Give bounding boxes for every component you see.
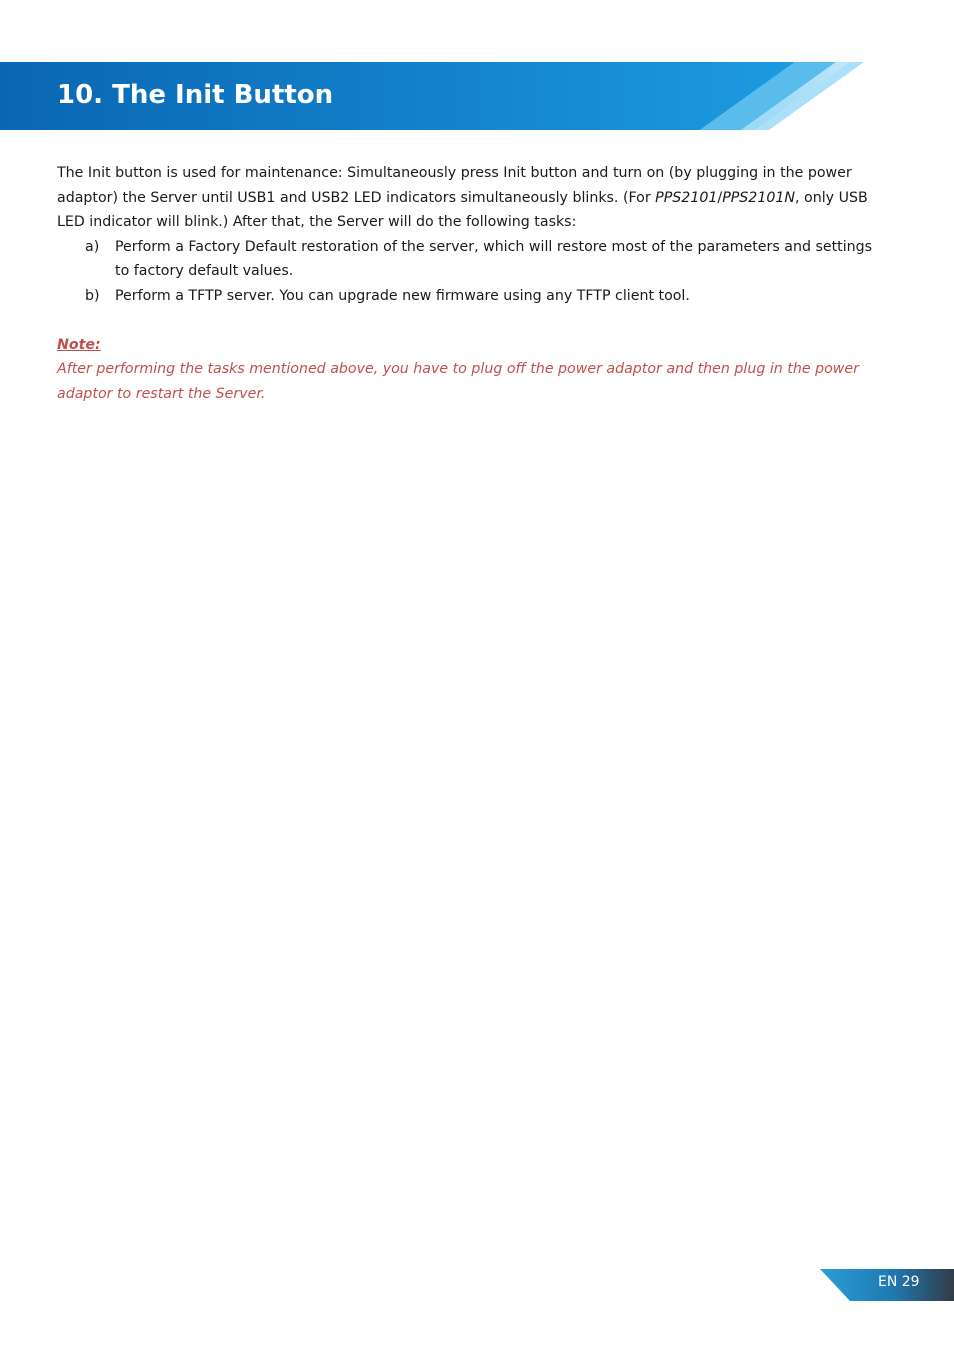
task-text: Perform a TFTP server. You can upgrade new firmware using any TFTP client tool. (115, 287, 690, 304)
page-title: 10. The Init Button (57, 80, 334, 110)
task-item-factory-default (57, 235, 897, 284)
task-list (57, 235, 897, 309)
page-number: EN 29 (878, 1274, 920, 1290)
note-title: Note: (57, 336, 101, 353)
note-text: After performing the tasks mentioned above, you have to plug off the power adaptor and then plug in the power adaptor to restart the Server. (57, 361, 859, 402)
task-marker: b) (85, 287, 100, 304)
page-content (57, 161, 897, 406)
model-name-pps2101: PPS2101 (655, 189, 718, 206)
intro-text-part1: The Init button is used for maintenance: Simultaneously press Init button and turn on (by plugging in the power adaptor) the Server until USB1 and USB2 LED indicators simultaneously blinks. (For (57, 165, 852, 206)
intro-paragraph (57, 161, 897, 235)
model-separator: / (717, 189, 723, 206)
task-text: Perform a Factory Default restoration of the server, which will restore most of the parameters and settings to factory default values. (115, 238, 873, 279)
page-number-tab (820, 1269, 954, 1301)
task-item-tftp-server (57, 284, 897, 309)
task-marker: a) (85, 238, 100, 255)
note-block (57, 333, 897, 407)
intro-text-part2: , only USB LED indicator will blink.) After that, the Server will do the following tasks: (57, 189, 868, 230)
chapter-header-banner (0, 62, 864, 130)
model-name-pps2101n: PPS2101N (722, 189, 796, 206)
